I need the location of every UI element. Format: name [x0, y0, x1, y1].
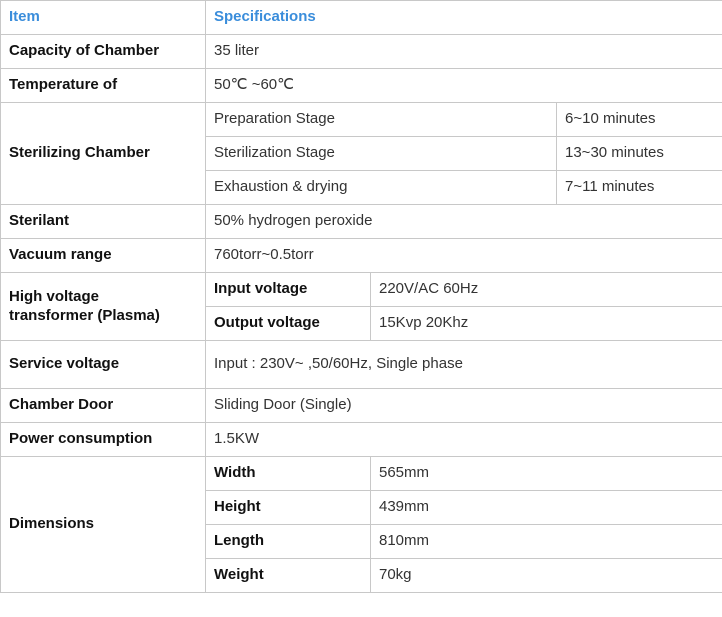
- table-header-row: [1, 1, 722, 35]
- stage-name-exhaustion: Exhaustion & drying: [206, 171, 557, 205]
- table-row: [1, 273, 722, 307]
- table-row: [1, 423, 722, 457]
- table-row: [1, 69, 722, 103]
- row-label-vacuum-range: Vacuum range: [1, 239, 206, 273]
- row-label-line1: High voltage: [9, 287, 100, 305]
- row-value-temperature: 50℃ ~60℃: [206, 69, 722, 103]
- sub-label-width: Width: [206, 457, 371, 491]
- sub-value-height: 439mm: [371, 491, 722, 525]
- sub-label-input-voltage: Input voltage: [206, 273, 371, 307]
- sub-value-input-voltage: 220V/AC 60Hz: [371, 273, 722, 307]
- row-label-sterilizing-chamber: Sterilizing Chamber: [1, 103, 206, 205]
- table-row: [1, 205, 722, 239]
- row-value-power-consumption: 1.5KW: [206, 423, 722, 457]
- sub-value-weight: 70kg: [371, 559, 722, 593]
- sub-value-output-voltage: 15Kvp 20Khz: [371, 307, 722, 341]
- sub-label-weight: Weight: [206, 559, 371, 593]
- row-label-sterilant: Sterilant: [1, 205, 206, 239]
- sub-label-length: Length: [206, 525, 371, 559]
- sub-value-length: 810mm: [371, 525, 722, 559]
- sub-label-output-voltage: Output voltage: [206, 307, 371, 341]
- row-label-chamber-door: Chamber Door: [1, 389, 206, 423]
- row-label-line2: transformer (Plasma): [9, 306, 160, 324]
- table-row: [1, 103, 722, 137]
- table-row: [1, 457, 722, 491]
- row-label-capacity: Capacity of Chamber: [1, 35, 206, 69]
- stage-name-preparation: Preparation Stage: [206, 103, 557, 137]
- stage-time-exhaustion: 7~11 minutes: [557, 171, 722, 205]
- row-value-chamber-door: Sliding Door (Single): [206, 389, 722, 423]
- stage-time-preparation: 6~10 minutes: [557, 103, 722, 137]
- table-row: [1, 341, 722, 389]
- row-label-temperature: Temperature of: [1, 69, 206, 103]
- sub-label-height: Height: [206, 491, 371, 525]
- row-value-sterilant: 50% hydrogen peroxide: [206, 205, 722, 239]
- row-value-capacity: 35 liter: [206, 35, 722, 69]
- sub-value-width: 565mm: [371, 457, 722, 491]
- row-label-service-voltage: Service voltage: [1, 341, 206, 389]
- stage-time-sterilization: 13~30 minutes: [557, 137, 722, 171]
- header-item: Item: [1, 1, 206, 35]
- row-value-vacuum-range: 760torr~0.5torr: [206, 239, 722, 273]
- row-label-power-consumption: Power consumption: [1, 423, 206, 457]
- row-value-service-voltage: Input : 230V~ ,50/60Hz, Single phase: [206, 341, 722, 389]
- header-specifications: Specifications: [206, 1, 722, 35]
- table-row: [1, 35, 722, 69]
- row-label-dimensions: Dimensions: [1, 457, 206, 593]
- table-row: [1, 239, 722, 273]
- row-label-high-voltage-transformer: [1, 273, 206, 341]
- table-row: [1, 389, 722, 423]
- stage-name-sterilization: Sterilization Stage: [206, 137, 557, 171]
